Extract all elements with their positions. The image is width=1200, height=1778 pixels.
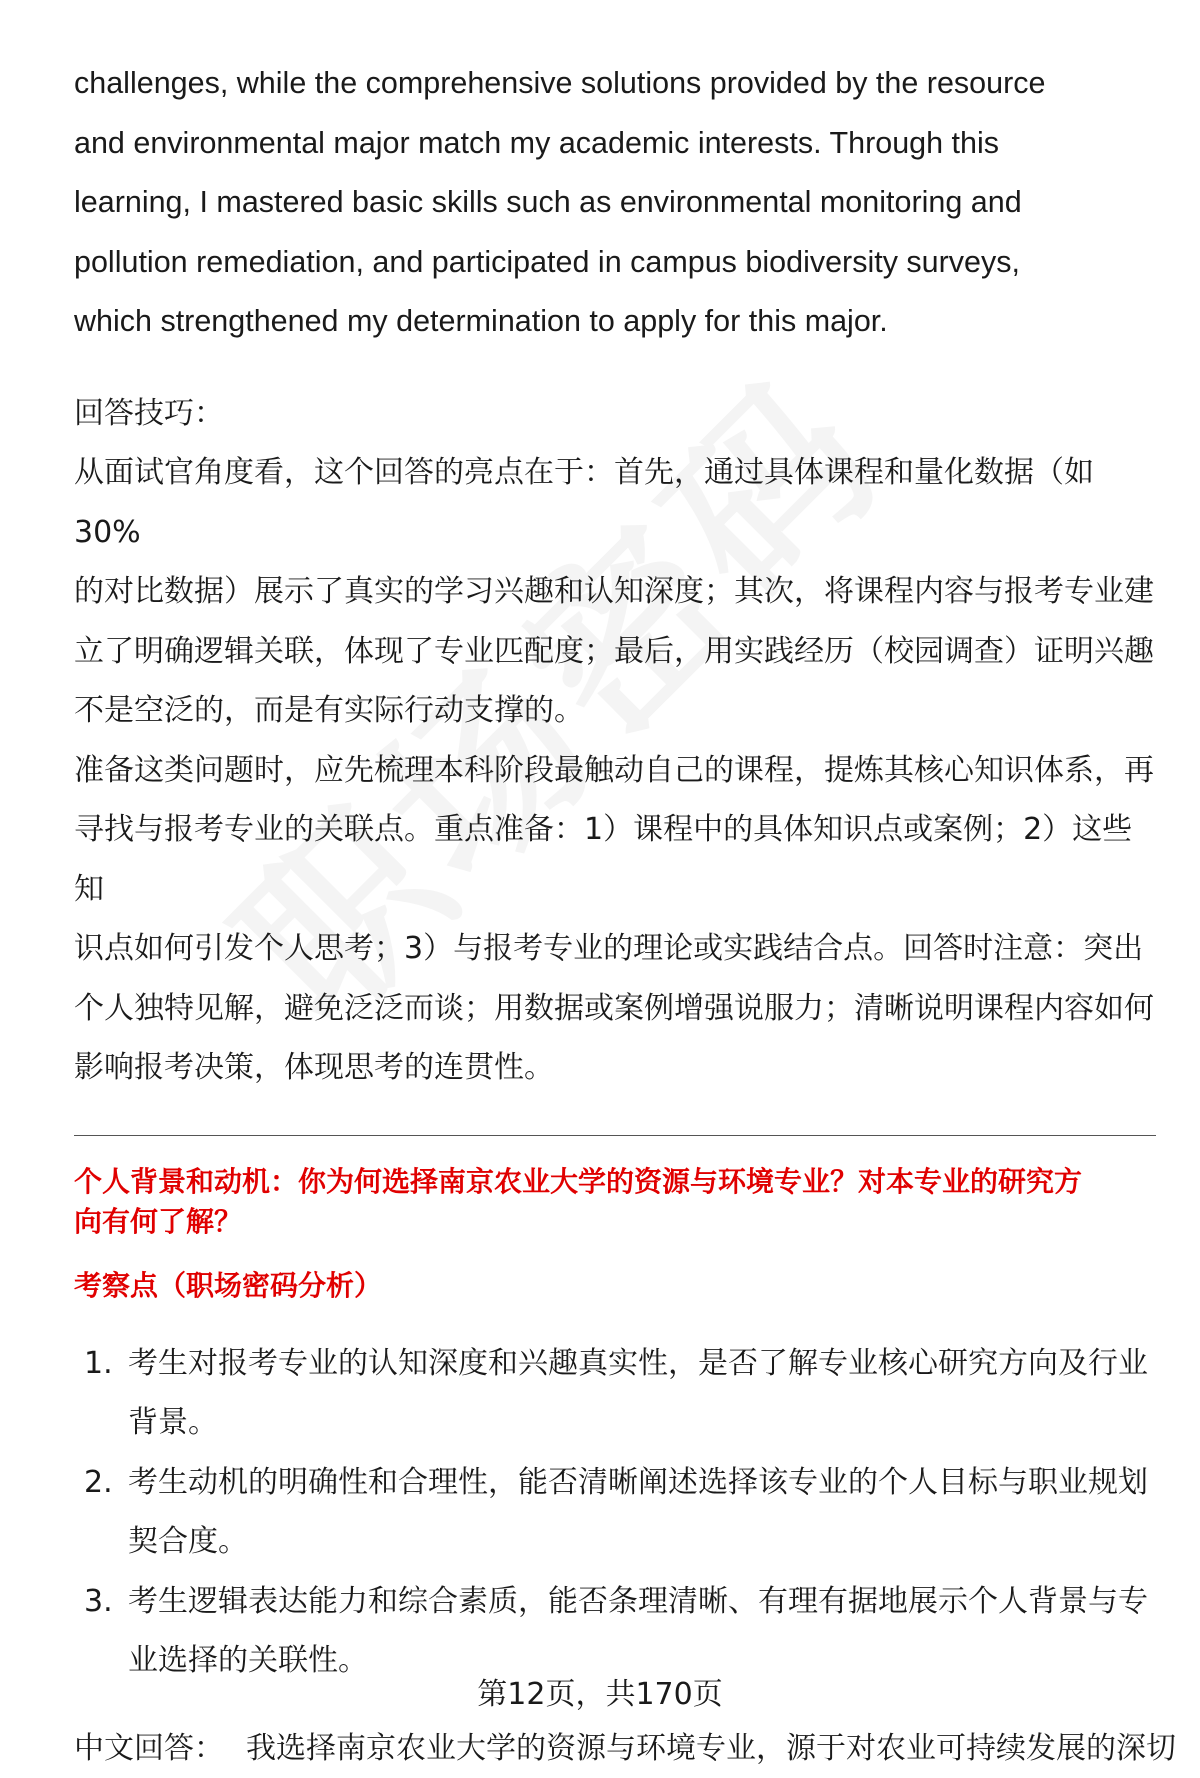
question-heading bbox=[74, 1162, 1154, 1242]
list-item-text: 考生对报考专业的认知深度和兴趣真实性，是否了解专业核心研究方向及行业 bbox=[128, 1334, 1154, 1394]
list-item-text: 契合度。 bbox=[128, 1512, 1154, 1572]
text-line: which strengthened my determination to apply for this major. bbox=[74, 292, 1154, 352]
page-content bbox=[74, 54, 1154, 1778]
list-item-text: 考生逻辑表达能力和综合素质，能否条理清晰、有理有据地展示个人背景与专 bbox=[128, 1572, 1154, 1632]
list-number: 2. bbox=[84, 1453, 113, 1513]
answer-text: 我选择南京农业大学的资源与环境专业，源于对农业可持续发展的深切 bbox=[246, 1731, 1176, 1766]
list-item-text: 背景。 bbox=[128, 1393, 1154, 1453]
text-line: 个人独特见解，避免泛泛而谈；用数据或案例增强说服力；清晰说明课程内容如何 bbox=[74, 979, 1154, 1039]
text-line: 寻找与报考专业的关联点。重点准备：1）课程中的具体知识点或案例；2）这些知 bbox=[74, 800, 1154, 919]
text-line: 立了明确逻辑关联，体现了专业匹配度；最后，用实践经历（校园调查）证明兴趣 bbox=[74, 622, 1154, 682]
focus-points-list bbox=[74, 1334, 1154, 1691]
text-line: 影响报考决策，体现思考的连贯性。 bbox=[74, 1038, 1154, 1098]
list-item bbox=[74, 1334, 1154, 1453]
tips-label: 回答技巧： bbox=[74, 384, 1154, 444]
answer-label: 中文回答： bbox=[74, 1731, 224, 1766]
tips-paragraph-2 bbox=[74, 741, 1154, 1098]
text-line: 从面试官角度看，这个回答的亮点在于：首先，通过具体课程和量化数据（如30% bbox=[74, 443, 1154, 562]
list-item-text: 业选择的关联性。 bbox=[128, 1631, 1154, 1691]
list-number: 1. bbox=[84, 1334, 113, 1394]
text-line: learning, I mastered basic skills such as environmental monitoring and bbox=[74, 173, 1154, 233]
question-line: 个人背景和动机：你为何选择南京农业大学的资源与环境专业？对本专业的研究方 bbox=[74, 1162, 1154, 1202]
text-line: 不是空泛的，而是有实际行动支撑的。 bbox=[74, 681, 1154, 741]
page-number: 第12页，共170页 bbox=[0, 1670, 1200, 1720]
text-line: pollution remediation, and participated in campus biodiversity surveys, bbox=[74, 233, 1154, 293]
text-line: 准备这类问题时，应先梳理本科阶段最触动自己的课程，提炼其核心知识体系，再 bbox=[74, 741, 1154, 801]
list-item-text: 考生动机的明确性和合理性，能否清晰阐述选择该专业的个人目标与职业规划 bbox=[128, 1453, 1154, 1513]
list-number: 3. bbox=[84, 1572, 113, 1632]
focus-points-title: 考察点（职场密码分析） bbox=[74, 1266, 1154, 1306]
text-line: 识点如何引发个人思考；3）与报考专业的理论或实践结合点。回答时注意：突出 bbox=[74, 919, 1154, 979]
tips-paragraph-1 bbox=[74, 443, 1154, 741]
question-line: 向有何了解？ bbox=[74, 1202, 1154, 1242]
text-line: and environmental major match my academic interests. Through this bbox=[74, 114, 1154, 174]
text-line: challenges, while the comprehensive solutions provided by the resource bbox=[74, 54, 1154, 114]
text-line: 的对比数据）展示了真实的学习兴趣和认知深度；其次，将课程内容与报考专业建 bbox=[74, 562, 1154, 622]
chinese-answer bbox=[74, 1719, 1154, 1778]
english-answer-paragraph bbox=[74, 54, 1154, 352]
list-item bbox=[74, 1453, 1154, 1572]
